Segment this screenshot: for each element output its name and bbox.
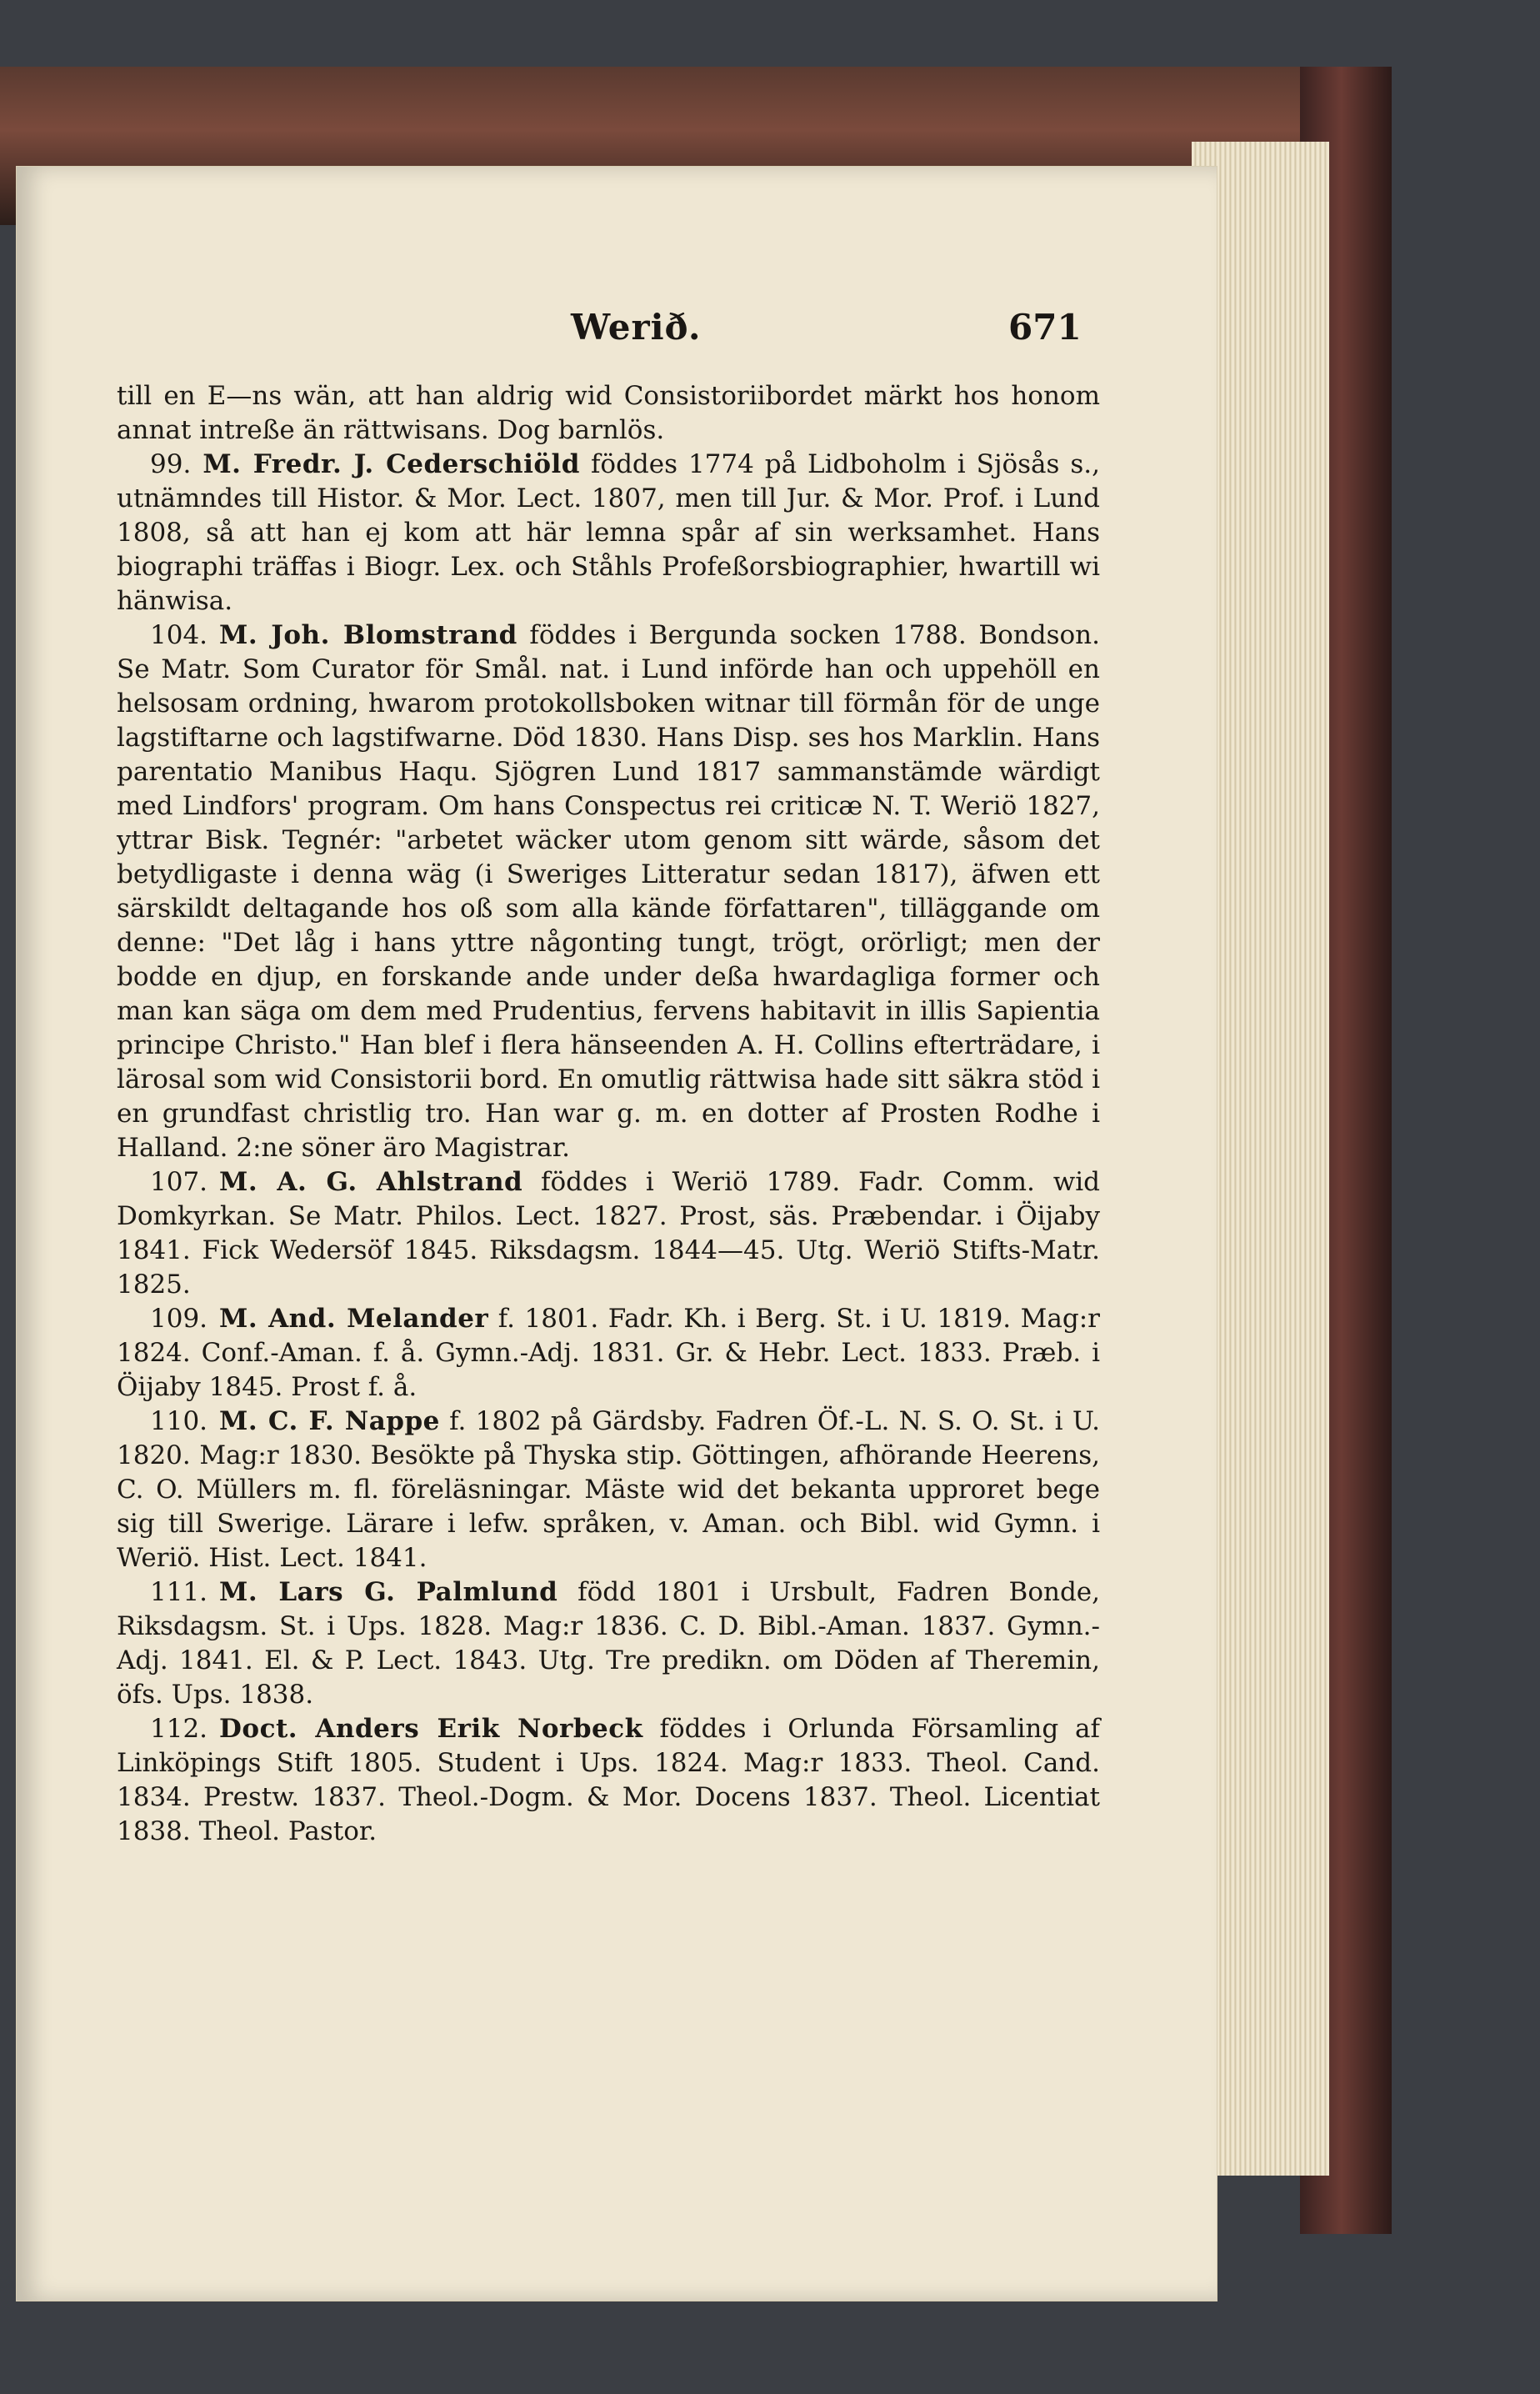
entry-text: föddes i Weriö 1789. Fadr. Comm. wid Domkyrkan. Se Matr. Philos. Lect. 1827. Prost, säs. Præbendar. i Öijaby 1841. Fick Wedersöf 1845. Riksdagsm. 1844—45. Utg. Weriö Stifts-Matr. 1825. — [117, 1167, 1100, 1300]
entry-text: föddes 1774 på Lidboholm i Sjösås s., utnämndes till Histor. & Mor. Lect. 1807, men till Jur. & Mor. Prof. i Lund 1808, så att han ej kom att här lemna spår af sin werksamhet. Hans biographi träffas i Biogr. Lex. och Ståhls Profeßorsbiographier, hwartill wi hänwisa. — [117, 449, 1101, 616]
entry-109 — [117, 1302, 1100, 1405]
entry-107 — [117, 1165, 1100, 1302]
entry-number: 111. — [150, 1577, 208, 1607]
entry-99 — [117, 448, 1100, 619]
entry-name: Doct. Anders Erik Norbeck — [219, 1714, 643, 1744]
entry-name: M. And. Melander — [219, 1304, 489, 1334]
paragraph-continuation — [117, 379, 1100, 448]
entry-name: M. Fredr. J. Cederschiöld — [202, 449, 580, 479]
entry-text: föddes i Orlunda Församling af Linköpings Stift 1805. Student i Ups. 1824. Mag:r 1833. Theol. Cand. 1834. Prestw. 1837. Theol.-Dogm. & Mor. Docens 1837. Theol. Licentiat 1838. Theol. Pastor. — [117, 1714, 1101, 1846]
entry-text: föddes i Bergunda socken 1788. Bondson. Se Matr. Som Curator för Smål. nat. i Lund införde han och uppehöll en helsosam ordning, hwarom protokollsboken witnar till förmån för de unge lagstiftarne och lagstifwarne. Död 1830. Hans Disp. ses hos Marklin. Hans parentatio Manibus Haqu. Sjögren Lund 1817 sammanstämde wärdigt med Lindfors' program. Om hans Conspectus rei criticæ N. T. Weriö 1827, yttrar Bisk. Tegnér: "arbetet wäcker utom genom sitt wärde, såsom det betydligaste i denna wäg (i Sweriges Litteratur sedan 1817), äfwen ett särskildt deltagande hos oß som alla kände författaren", tilläggande om denne: "Det låg i hans yttre någonting tungt, trögt, orörligt; men der bodde en djup, en forskande ande under deßa hwardagliga former och man kan säga om dem med Prudentius, fervens habitavit in illis Sapientia principe Christo." Han blef i flera hänseenden A. H. Collins efterträdare, i lärosal som wid Consistorii bord. En omutlig rättwisa hade sitt säkra stöd i en grundfast christlig tro. Han war g. m. en dotter af Prosten Rodhe i Halland. 2:ne söner äro Magistrar. — [117, 620, 1101, 1163]
entry-name: M. Lars G. Palmlund — [219, 1577, 558, 1607]
header-title: Werið. — [571, 307, 702, 348]
entry-text: född 1801 i Ursbult, Fadren Bonde, Riksdagsm. St. i Ups. 1828. Mag:r 1836. C. D. Bibl.-Aman. 1837. Gymn.-Adj. 1841. El. & P. Lect. 1843. Utg. Tre predikn. om Döden af Theremin, öfs. Ups. 1838. — [117, 1577, 1101, 1710]
entry-number: 110. — [150, 1406, 208, 1436]
entry-number: 112. — [150, 1714, 208, 1744]
entry-number: 99. — [150, 449, 192, 479]
entry-111 — [117, 1575, 1100, 1712]
book-page — [17, 167, 1217, 2301]
entry-110 — [117, 1405, 1100, 1575]
entry-112 — [117, 1712, 1100, 1849]
entry-104 — [117, 619, 1100, 1165]
entry-name: M. Joh. Blomstrand — [219, 620, 518, 650]
running-header — [17, 307, 1217, 357]
paragraph-text: till en E—ns wän, att han aldrig wid Consistoriibordet märkt hos honom annat intreße än rättwisans. Dog barnlös. — [117, 381, 1100, 445]
entry-name: M. A. G. Ahlstrand — [219, 1167, 523, 1197]
entry-number: 109. — [150, 1304, 208, 1334]
page-number: 671 — [1008, 307, 1082, 348]
page-body — [117, 379, 1100, 1849]
entry-text: f. 1802 på Gärdsby. Fadren Öf.-L. N. S. O. St. i U. 1820. Mag:r 1830. Besökte på Thyska stip. Göttingen, afhörande Heerens, C. O. Müllers m. fl. föreläsningar. Mäste wid det bekanta upproret bege sig till Swerige. Lärare i lefw. språken, v. Aman. och Bibl. wid Gymn. i Weriö. Hist. Lect. 1841. — [117, 1406, 1100, 1573]
entry-name: M. C. F. Nappe — [219, 1406, 440, 1436]
entry-number: 107. — [150, 1167, 208, 1197]
entry-text: f. 1801. Fadr. Kh. i Berg. St. i U. 1819. Mag:r 1824. Conf.-Aman. f. å. Gymn.-Adj. 1831. Gr. & Hebr. Lect. 1833. Præb. i Öijaby 1845. Prost f. å. — [117, 1304, 1100, 1402]
entry-number: 104. — [150, 620, 208, 650]
